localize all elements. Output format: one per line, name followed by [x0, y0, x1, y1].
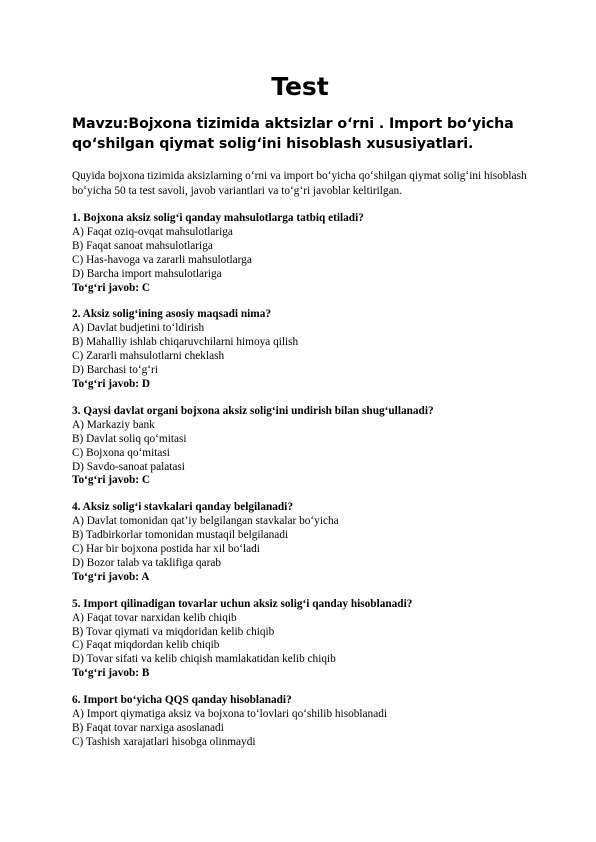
question-block	[72, 405, 528, 488]
option-a: A) Faqat oziq-ovqat mahsulotlariga	[72, 225, 233, 238]
option-c: C) Faqat miqdordan kelib chiqib	[72, 639, 220, 652]
option-a: A) Davlat tomonidan qat’iy belgilangan stavkalar bo‘yicha	[72, 515, 339, 528]
question-text: 5. Import qilinadigan tovarlar uchun aksiz solig‘i qanday hisoblanadi?	[72, 597, 413, 610]
option-a: A) Import qiymatiga aksiz va bojxona to‘lovlari qo‘shilib hisoblanadi	[72, 708, 387, 721]
correct-answer: To‘g‘ri javob: D	[72, 377, 151, 390]
option-d: D) Savdo-sanoat palatasi	[72, 460, 185, 473]
option-b: B) Tovar qiymati va miqdoridan kelib chiqib	[72, 625, 275, 638]
question-text: 6. Import bo‘yicha QQS qanday hisoblanadi?	[72, 694, 292, 707]
option-d: D) Bozor talab va taklifiga qarab	[72, 556, 221, 569]
question-block	[72, 212, 528, 295]
option-c: C) Has-havoga va zararli mahsulotlarga	[72, 253, 252, 266]
option-b: B) Faqat sanoat mahsulotlariga	[72, 239, 213, 252]
correct-answer: To‘g‘ri javob: C	[72, 474, 151, 487]
option-c: C) Bojxona qo‘mitasi	[72, 446, 170, 459]
document-subtitle: Mavzu:Bojxona tizimida aktsizlar o‘rni . Import bo‘yicha qo‘shilgan qiymat solig‘ini hisoblash xususiyatlari.	[72, 116, 514, 152]
question-text: 1. Bojxona aksiz solig‘i qanday mahsulotlarga tatbiq etiladi?	[72, 212, 364, 224]
correct-answer: To‘g‘ri javob: B	[72, 667, 150, 680]
question-text: 2. Aksiz solig‘ining asosiy maqsadi nima?	[72, 308, 271, 321]
option-a: A) Markaziy bank	[72, 418, 155, 431]
option-c: C) Zararli mahsulotlarni cheklash	[72, 350, 225, 363]
option-a: A) Faqat tovar narxidan kelib chiqib	[72, 611, 237, 624]
option-d: D) Barchasi to‘g‘ri	[72, 364, 158, 377]
intro-paragraph: Quyida bojxona tizimida aksizlarning o‘rni va import bo‘yicha qo‘shilgan qiymat solig‘ini hisoblash bo‘yicha 50 ta test savoli, javob variantlari va to‘g‘ri javoblar keltirilgan.	[72, 170, 527, 197]
question-block	[72, 308, 528, 391]
question-text: 4. Aksiz solig‘i stavkalari qanday belgilanadi?	[72, 501, 293, 514]
option-c: C) Har bir bojxona postida har xil bo‘ladi	[72, 543, 260, 556]
option-b: B) Tadbirkorlar tomonidan mustaqil belgilanadi	[72, 529, 289, 542]
question-block	[72, 598, 528, 681]
option-c: C) Tashish xarajatlari hisobga olinmaydi	[72, 735, 256, 748]
option-d: D) Tovar sifati va kelib chiqish mamlakatidan kelib chiqib	[72, 653, 336, 666]
option-b: B) Mahalliy ishlab chiqaruvchilarni himoya qilish	[72, 336, 299, 349]
correct-answer: To‘g‘ri javob: C	[72, 281, 151, 294]
option-b: B) Faqat tovar narxiga asoslanadi	[72, 722, 224, 734]
document-page	[72, 72, 528, 750]
option-a: A) Davlat budjetini to‘ldirish	[72, 322, 205, 335]
document-title: Test	[271, 72, 329, 101]
question-text: 3. Qaysi davlat organi bojxona aksiz solig‘ini undirish bilan shug‘ullanadi?	[72, 404, 434, 417]
correct-answer: To‘g‘ri javob: A	[72, 570, 150, 583]
option-d: D) Barcha import mahsulotlariga	[72, 267, 222, 280]
question-block	[72, 501, 528, 584]
option-b: B) Davlat soliq qo‘mitasi	[72, 432, 187, 445]
question-block	[72, 694, 528, 750]
